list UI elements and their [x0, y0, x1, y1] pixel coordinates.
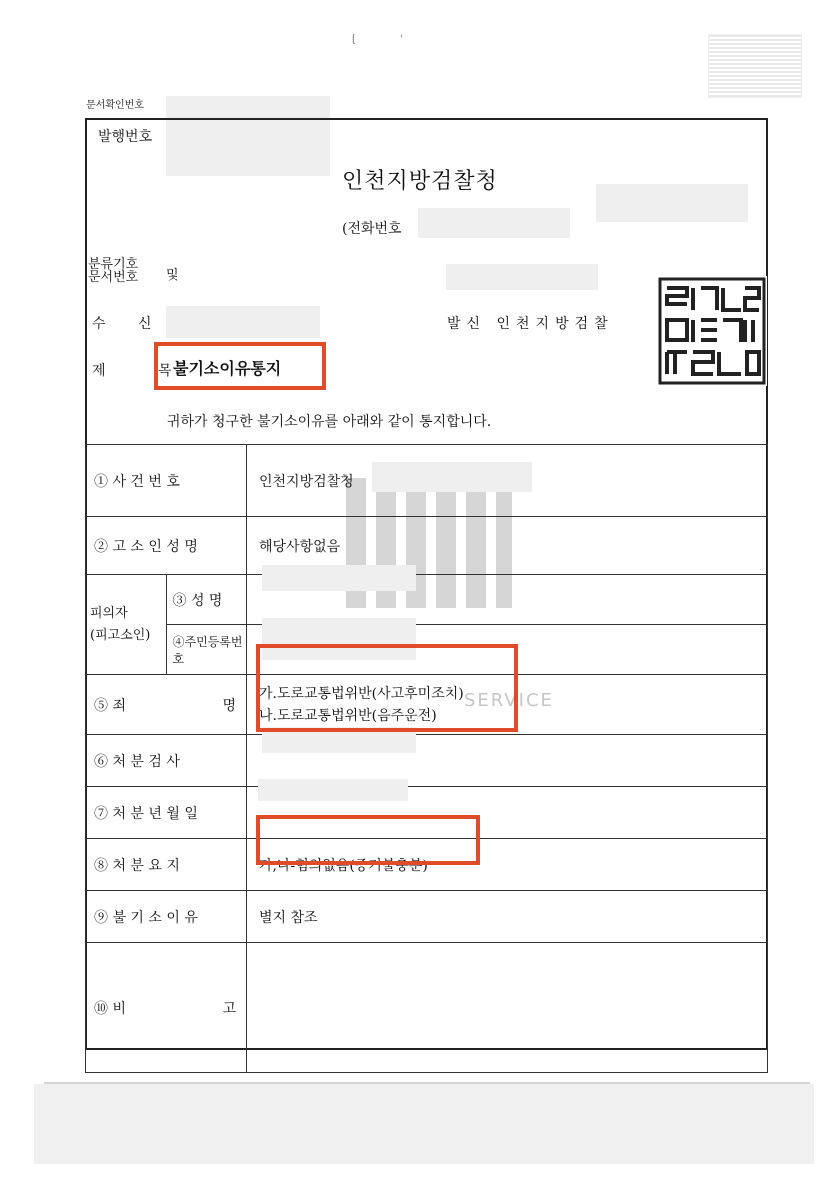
scan-mark: ' [400, 34, 403, 45]
charge-label-left: ⑤ 죄 [94, 697, 126, 714]
non-indictment-reason-value: 별지 참조 [247, 891, 768, 943]
highlight-box-subject [154, 342, 326, 390]
prosecutor-label: ⑥ 처 분 검 사 [86, 735, 247, 787]
redacted-phone [418, 208, 570, 238]
remarks-value [247, 943, 768, 1073]
redacted-case-no [372, 462, 532, 492]
disposition-date-label: ⑦ 처 분 년 월 일 [86, 787, 247, 839]
classification-and: 및 [166, 268, 179, 283]
watermark-text: SERVICE [464, 690, 554, 711]
classification-label-line1: 분류기호 [88, 257, 139, 272]
suspect-group-line1: 피의자 [90, 605, 128, 621]
non-indictment-reason-label: ⑨ 불 기 소 이 유 [86, 891, 247, 943]
remarks-label-right: 고 [222, 1000, 236, 1017]
complainant-value: 해당사항없음 [247, 517, 768, 575]
suspect-rrn-label: ④주민등록번호 [166, 625, 247, 675]
highlight-box-charge [256, 644, 518, 732]
barcode-image [708, 34, 802, 98]
suspect-group-label [86, 575, 167, 675]
charge-label-right: 명 [222, 697, 236, 714]
redacted-footer [34, 1084, 814, 1164]
case-no-label: ① 사 건 번 호 [86, 445, 247, 517]
highlight-box-disposition [256, 815, 480, 865]
phone-label: (전화번호 [342, 221, 402, 237]
charge-line-1: 가.도로교통법위반(사고후미조치) [259, 685, 464, 702]
scan-mark: [ [352, 34, 356, 45]
recipient-label: 수 신 [92, 316, 166, 332]
classification-label-line2: 문서번호 [88, 270, 139, 285]
table-row [86, 943, 768, 1073]
redacted-classification [446, 264, 598, 290]
redacted-suspect-name [262, 565, 416, 591]
official-seal-image [657, 276, 767, 386]
redacted-recipient [166, 306, 320, 338]
case-no-text: 인천지방검찰청 [259, 473, 354, 490]
redacted-area [596, 184, 748, 222]
doc-id-label: 문서확인번호 [86, 100, 144, 111]
notice-text: 귀하가 청구한 불기소이유를 아래와 같이 통지합니다. [167, 414, 492, 430]
issue-no-label: 발행번호 [98, 129, 153, 145]
redacted-disposition-date [258, 779, 408, 801]
subject-value: 불기소이유통지 [173, 359, 282, 378]
sender: 발신 인천지방검찰 [447, 316, 614, 332]
table-row [86, 735, 768, 787]
suspect-name-label: ③ 성 명 [166, 575, 247, 625]
classification-label [88, 258, 138, 284]
table-row [86, 575, 768, 625]
disposition-summary-label: ⑧ 처 분 요 지 [86, 839, 247, 891]
complainant-label: ② 고 소 인 성 명 [86, 517, 247, 575]
table-row [86, 891, 768, 943]
charge-label [86, 675, 247, 735]
agency-title: 인천지방검찰청 [342, 169, 498, 194]
suspect-group-line2: (피고소인) [90, 627, 151, 643]
remarks-label [86, 943, 247, 1073]
remarks-label-left: ⑩ 비 [94, 1000, 126, 1017]
subject-label: 제 목 [92, 363, 196, 379]
charge-line-2: 나.도로교통법위반(음주운전) [259, 707, 437, 724]
table-row [86, 517, 768, 575]
disposition-summary-value: 가,나-혐의없음(증거불충분) [247, 839, 768, 891]
disposition-table [85, 444, 768, 1073]
